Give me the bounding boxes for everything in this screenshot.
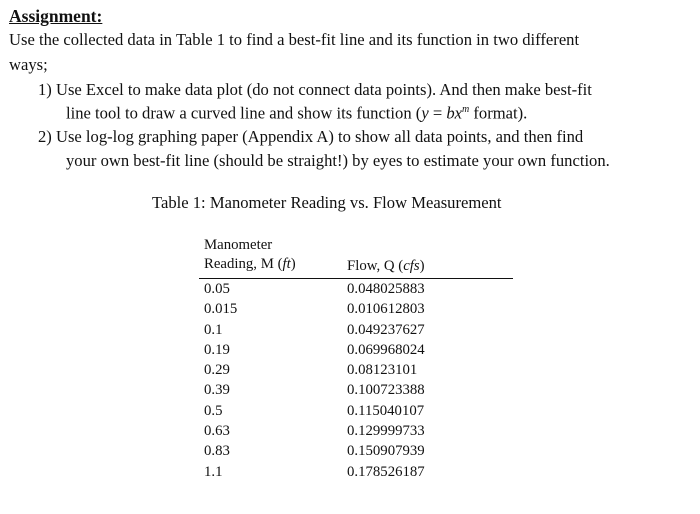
header-flow-unit: cfs: [403, 258, 420, 274]
step-1-text-before-formula: line tool to draw a curved line and show its function (: [66, 103, 422, 123]
flow-cell: 0.150907939: [347, 443, 425, 460]
flow-cell: 0.115040107: [347, 402, 425, 419]
intro-line-2: ways;: [9, 55, 48, 74]
manometer-cell: 0.29: [204, 362, 230, 379]
table-header: [199, 236, 513, 279]
formula-m: m: [462, 104, 470, 115]
step-2-line-1: 2) Use log-log graphing paper (Appendix A) to show all data points, and then find: [38, 127, 584, 146]
manometer-cell: 0.19: [204, 341, 230, 358]
step-1-line-1: 1) Use Excel to make data plot (do not connect data points). And then make best-fit: [38, 80, 592, 99]
intro-line-1: Use the collected data in Table 1 to find a best-fit line and its function in two different: [9, 30, 580, 49]
table-row: [199, 360, 513, 380]
manometer-cell: 0.39: [204, 382, 230, 399]
header-manometer-line-2: [204, 255, 296, 274]
header-flow-close: ): [419, 258, 425, 274]
flow-cell: 0.049237627: [347, 321, 425, 338]
header-manometer-reading: [204, 236, 296, 274]
manometer-cell: 0.5: [204, 402, 223, 419]
table-row: [199, 401, 513, 421]
flow-cell: 0.100723388: [347, 382, 425, 399]
table-row: [199, 441, 513, 461]
step-2-line-2: your own best-fit line (should be straight!) by eyes to estimate your own function.: [66, 151, 610, 170]
table-row: [199, 299, 513, 319]
header-flow-text: Flow, Q (: [347, 258, 404, 274]
table-row: [199, 462, 513, 482]
assignment-heading: Assignment:: [9, 6, 103, 26]
manometer-cell: 0.83: [204, 443, 230, 460]
header-manometer-unit: ft: [282, 256, 291, 272]
table-row: [199, 279, 513, 299]
flow-cell: 0.08123101: [347, 362, 418, 379]
manometer-cell: 0.015: [204, 301, 238, 318]
table-row: [199, 340, 513, 360]
flow-cell: 0.048025883: [347, 281, 425, 297]
table-row: [199, 320, 513, 340]
table-row: [199, 421, 513, 441]
step-1-line-2: [66, 105, 527, 122]
flow-cell: 0.129999733: [347, 423, 425, 440]
header-manometer-close: ): [290, 256, 296, 272]
manometer-cell: 1.1: [204, 463, 223, 480]
header-flow: [347, 257, 425, 276]
flow-cell: 0.010612803: [347, 301, 425, 318]
manometer-cell: 0.05: [204, 281, 230, 297]
table-row: [199, 380, 513, 400]
formula-equals: =: [428, 103, 447, 123]
flow-cell: 0.178526187: [347, 463, 425, 480]
data-table: [199, 236, 513, 482]
flow-cell: 0.069968024: [347, 341, 425, 358]
formula-x: x: [454, 103, 463, 123]
table-body: [199, 279, 513, 482]
header-manometer-line-1: Manometer: [204, 237, 273, 253]
formula-y: y: [421, 103, 429, 123]
table-caption: Table 1: Manometer Reading vs. Flow Measurement: [152, 193, 502, 212]
formula-b: b: [446, 103, 455, 123]
manometer-cell: 0.63: [204, 423, 230, 440]
manometer-cell: 0.1: [204, 321, 223, 338]
step-1-text-after-formula: format).: [469, 103, 528, 123]
header-manometer-text: Reading, M (: [204, 256, 283, 272]
